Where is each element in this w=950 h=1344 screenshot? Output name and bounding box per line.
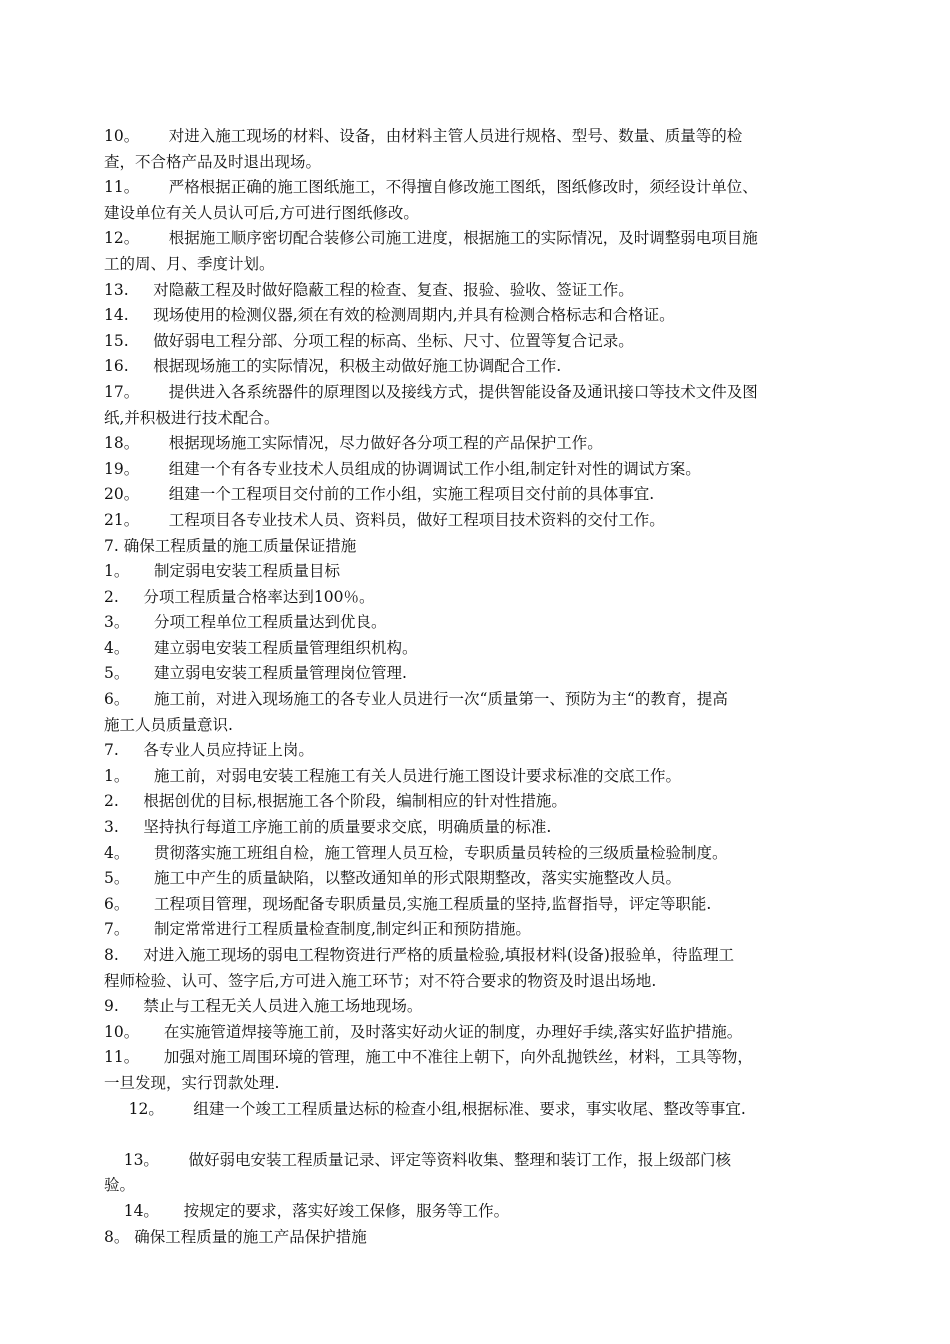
- text-line: 4。 建立弱电安装工程质量管理组织机构。: [104, 638, 418, 657]
- text-line: 20。 组建一个工程项目交付前的工作小组，实施工程项目交付前的具体事宜.: [104, 485, 655, 504]
- text-line: 12。 根据施工顺序密切配合装修公司施工进度，根据施工的实际情况，及时调整弱电项目施: [104, 229, 758, 248]
- text-line: 纸,并积极进行技术配合。: [104, 408, 280, 427]
- section-heading: 8。 确保工程质量的施工产品保护措施: [104, 1227, 367, 1246]
- blank-line: [104, 1122, 906, 1148]
- text-line: 3。 分项工程单位工程质量达到优良。: [104, 613, 387, 632]
- text-line: 5。 施工中产生的质量缺陷，以整改通知单的形式限期整改，落实实施整改人员。: [104, 869, 681, 888]
- text-line: 8. 对进入施工现场的弱电工程物资进行严格的质量检验,填报材料(设备)报验单，待监理工: [104, 946, 734, 964]
- text-line: 18。 根据现场施工实际情况，尽力做好各分项工程的产品保护工作。: [104, 434, 603, 453]
- text-line: 15. 做好弱电工程分部、分项工程的标高、坐标、尺寸、位置等复合记录。: [104, 331, 634, 350]
- text-line: 验。: [104, 1176, 136, 1195]
- text-line: 13. 对隐蔽工程及时做好隐蔽工程的检查、复查、报验、验收、签证工作。: [104, 280, 634, 299]
- text-line: 10。 对进入施工现场的材料、设备，由材料主管人员进行规格、型号、数量、质量等的检: [104, 127, 743, 145]
- text-line: 查，不合格产品及时退出现场。: [104, 152, 322, 171]
- text-line: 一旦发现，实行罚款处理.: [104, 1073, 280, 1092]
- text-line: 6。 工程项目管理，现场配备专职质量员,实施工程质量的坚持,监督指导，评定等职能.: [104, 894, 712, 913]
- text-line: 7. 各专业人员应持证上岗。: [104, 741, 314, 760]
- text-line: 2. 分项工程质量合格率达到100％。: [104, 587, 375, 606]
- text-line: 19。 组建一个有各专业技术人员组成的协调调试工作小组,制定针对性的调试方案。: [104, 459, 701, 478]
- text-line: 5。 建立弱电安装工程质量管理岗位管理.: [104, 664, 407, 683]
- text-line: 6。 施工前，对进入现场施工的各专业人员进行一次“质量第一、预防为主“的教育，提高: [104, 690, 728, 709]
- text-line: 17。 提供进入各系统器件的原理图以及接线方式，提供智能设备及通讯接口等技术文件及图: [104, 382, 758, 401]
- text-line: 建设单位有关人员认可后,方可进行图纸修改。: [104, 203, 419, 222]
- text-line: 施工人员质量意识.: [104, 715, 233, 734]
- text-line: 12。 组建一个竣工工程质量达标的检查小组,根据标准、要求，事实收尾、整改等事宜.: [104, 1099, 746, 1118]
- text-line: 2. 根据创优的目标,根据施工各个阶段，编制相应的针对性措施。: [104, 792, 567, 811]
- text-line: 9. 禁止与工程无关人员进入施工场地现场。: [104, 997, 423, 1016]
- text-line: 14。 按规定的要求，落实好竣工保修，服务等工作。: [104, 1201, 510, 1220]
- text-line: 1。 制定弱电安装工程质量目标: [104, 562, 340, 581]
- text-line: 工的周、月、季度计划。: [104, 254, 275, 273]
- text-line: 程师检验、认可、签字后,方可进入施工环节；对不符合要求的物资及时退出场地.: [104, 971, 657, 990]
- text-line: 21。 工程项目各专业技术人员、资料员，做好工程项目技术资料的交付工作。: [104, 510, 665, 529]
- text-line: 10。 在实施管道焊接等施工前，及时落实好动火证的制度，办理好手续,落实好监护措施。: [104, 1022, 743, 1041]
- document-body: [104, 124, 906, 1250]
- text-line: 1。 施工前，对弱电安装工程施工有关人员进行施工图设计要求标准的交底工作。: [104, 766, 681, 785]
- text-line: 14. 现场使用的检测仪器,须在有效的检测周期内,并具有检测合格标志和合格证。: [104, 306, 675, 325]
- text-line: 11。 严格根据正确的施工图纸施工，不得擅自修改施工图纸，图纸修改时，须经设计单位、: [104, 178, 758, 197]
- text-line: 7。 制定常常进行工程质量检查制度,制定纠正和预防措施。: [104, 920, 531, 939]
- section-heading: 7. 确保工程质量的施工质量保证措施: [104, 536, 357, 555]
- text-line: 3. 坚持执行每道工序施工前的质量要求交底，明确质量的标准.: [104, 818, 552, 837]
- text-line: 4。 贯彻落实施工班组自检，施工管理人员互检，专职质量员转检的三级质量检验制度。: [104, 843, 728, 862]
- text-line: 11。 加强对施工周围环境的管理，施工中不准往上朝下，向外乱抛铁丝，材料，工具等物，: [104, 1048, 753, 1067]
- text-line: 16. 根据现场施工的实际情况，积极主动做好施工协调配合工作.: [104, 357, 562, 376]
- text-line: 13。 做好弱电安装工程质量记录、评定等资料收集、整理和装订工作，报上级部门核: [104, 1150, 731, 1169]
